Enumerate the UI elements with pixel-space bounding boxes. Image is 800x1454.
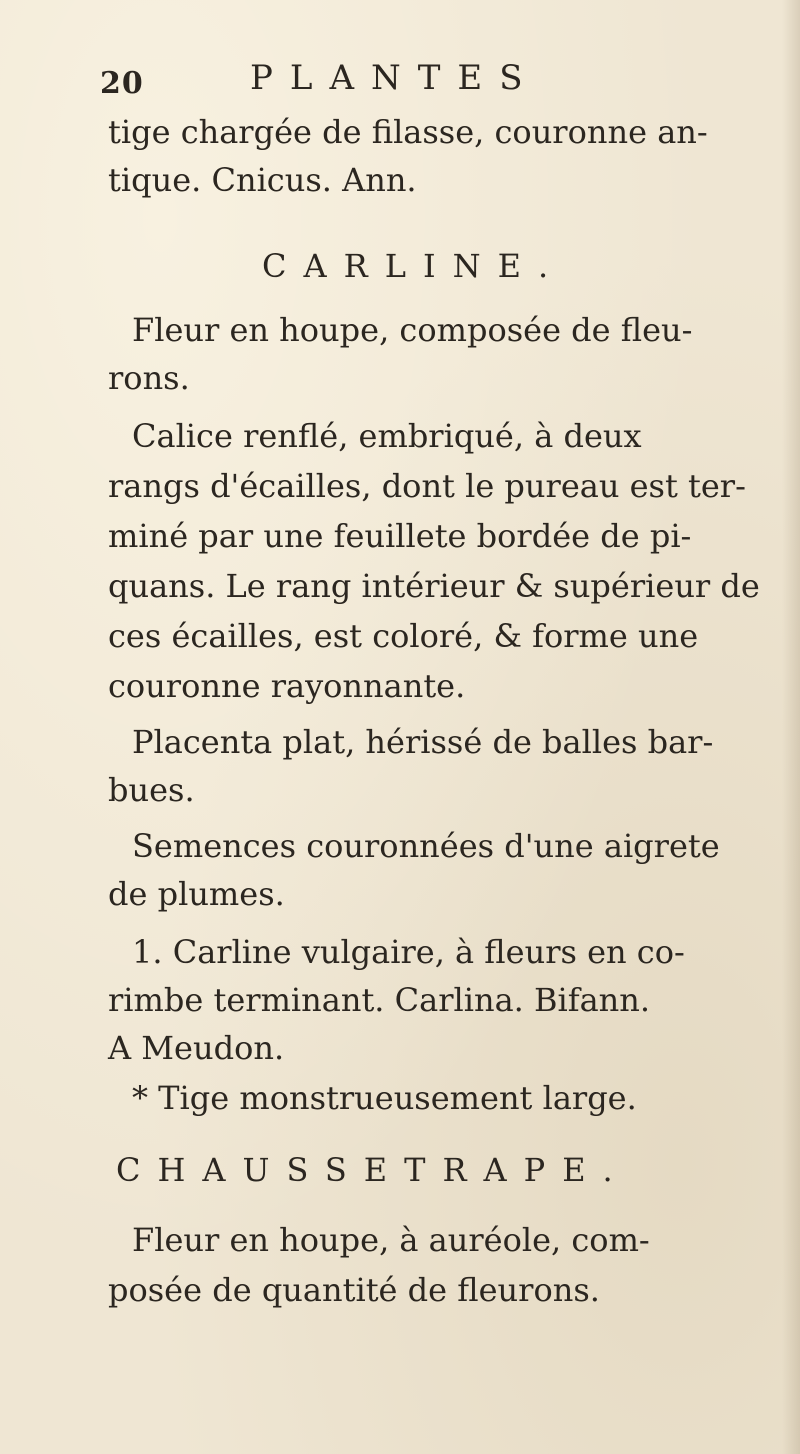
text-line-18: * Tige monstrueusement large. xyxy=(132,1079,637,1117)
page-gutter-shadow xyxy=(782,0,800,1454)
heading-chaussetrape: CHAUSSETRAPE. xyxy=(116,1151,630,1189)
text-line-8: quans. Le rang intérieur & supérieur de xyxy=(108,567,760,605)
page-number: 20 xyxy=(100,66,144,101)
heading-carline: CARLINE. xyxy=(262,247,566,285)
text-line-11: Placenta plat, hérissé de balles bar- xyxy=(132,723,714,761)
text-line-13: Semences couronnées d'une aigrete xyxy=(132,827,720,865)
running-header xyxy=(100,58,660,108)
text-line-15: 1. Carline vulgaire, à fleurs en co- xyxy=(132,933,685,971)
text-line-6: rangs d'écailles, dont le pureau est ter- xyxy=(108,467,746,505)
text-line-7: miné par une feuillete bordée de pi- xyxy=(108,517,692,555)
text-line-9: ces écailles, est coloré, & forme une xyxy=(108,617,699,655)
text-line-5: Calice renflé, embriqué, à deux xyxy=(132,417,642,455)
text-line-16: rimbe terminant. Carlina. Bifann. xyxy=(108,981,651,1019)
text-line-19: Fleur en houpe, à auréole, com- xyxy=(132,1221,650,1259)
text-line-2: tique. Cnicus. Ann. xyxy=(108,161,417,199)
text-line-1: tige chargée de filasse, couronne an- xyxy=(108,113,708,151)
text-line-4: rons. xyxy=(108,359,190,397)
text-line-10: couronne rayonnante. xyxy=(108,667,466,705)
text-line-20: posée de quantité de fleurons. xyxy=(108,1271,600,1309)
text-line-17: A Meudon. xyxy=(108,1029,285,1067)
text-line-3: Fleur en houpe, composée de fleu- xyxy=(132,311,693,349)
text-line-12: bues. xyxy=(108,771,195,809)
text-line-14: de plumes. xyxy=(108,875,285,913)
running-title: PLANTES xyxy=(250,58,540,98)
